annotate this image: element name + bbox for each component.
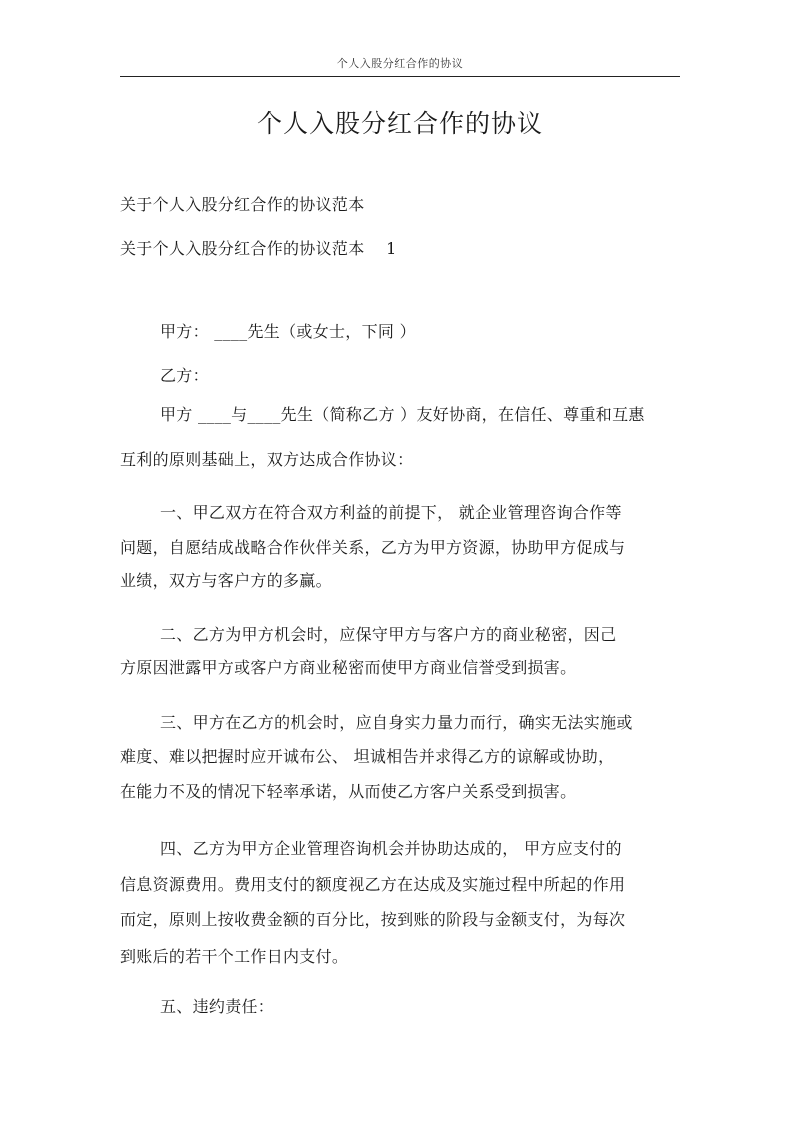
clause-3-line: 三、甲方在乙方的机会时，应自身实力量力而行，确实无法实施或 [160, 713, 633, 732]
intro-line: 甲方 ____与____先生（简称乙方 ）友好协商，在信任、尊重和互惠 [160, 405, 645, 424]
header-divider [120, 76, 680, 77]
clause-3-line: 在能力不及的情况下轻率承诺，从而使乙方客户关系受到损害。 [120, 782, 577, 801]
clause-5-heading: 五、违约责任： [160, 997, 275, 1016]
running-header: 个人入股分红合作的协议 [336, 57, 464, 70]
clause-3-line: 难度、难以把握时应开诚布公、 坦诚相告并求得乙方的谅解或协助， [120, 747, 615, 766]
clause-2-line: 二、乙方为甲方机会时，应保守甲方与客户方的商业秘密，因己 [160, 625, 617, 644]
subtitle-line-numbered: 关于个人入股分红合作的协议范本 1 [120, 239, 397, 258]
clause-4-line: 到账后的若干个工作日内支付。 [120, 947, 349, 966]
party-a-line: 甲方： ____先生（或女士，下同 ） [160, 322, 416, 341]
clause-1-line: 问题，自愿结成战略合作伙伴关系，乙方为甲方资源，协助甲方促成与 [120, 538, 626, 557]
clause-4-line: 信息资源费用。费用支付的额度视乙方在达成及实施过程中所起的作用 [120, 875, 626, 894]
clause-2-line: 方原因泄露甲方或客户方商业秘密而使甲方商业信誉受到损害。 [120, 658, 577, 677]
intro-line: 互利的原则基础上，双方达成合作协议： [120, 450, 414, 469]
clause-4-line: 四、乙方为甲方企业管理咨询机会并协助达成的， 甲方应支付的 [160, 839, 622, 858]
document-title: 个人入股分红合作的协议 [256, 109, 543, 138]
party-b-line: 乙方： [160, 366, 209, 385]
clause-1-line: 业绩，双方与客户方的多赢。 [120, 571, 332, 590]
clause-1-line: 一、甲乙双方在符合双方利益的前提下， 就企业管理咨询合作等 [160, 503, 622, 522]
clause-4-line: 而定，原则上按收费金额的百分比，按到账的阶段与金额支付，为每次 [120, 910, 626, 929]
subtitle-line: 关于个人入股分红合作的协议范本 [120, 195, 365, 214]
